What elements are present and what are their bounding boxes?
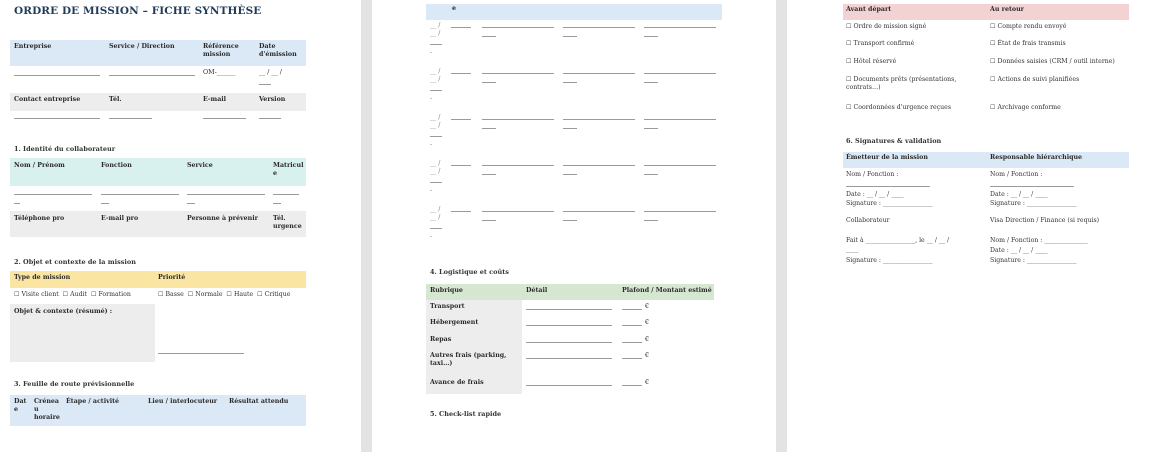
header-version: Version bbox=[259, 96, 286, 103]
section-2-title: 2. Objet et contexte de la mission bbox=[14, 258, 136, 266]
checklist-retour-4[interactable]: ☐ Actions de suivi planifiées bbox=[990, 76, 1080, 83]
roadmap-etape-field[interactable] bbox=[482, 27, 554, 28]
cost-detail-field[interactable] bbox=[526, 358, 612, 359]
header-telephone-pro: Téléphone pro bbox=[14, 215, 65, 222]
rubrique-hebergement: Hébergement bbox=[430, 319, 479, 326]
cost-amount-field[interactable] bbox=[622, 325, 642, 326]
responsable-signature[interactable]: Signature : ________________ bbox=[990, 200, 1077, 207]
rubrique-repas: Repas bbox=[430, 336, 452, 343]
visa-signature[interactable]: Signature : ________________ bbox=[990, 257, 1077, 264]
roadmap-resultat-cont[interactable] bbox=[644, 82, 658, 83]
field-email[interactable] bbox=[203, 118, 246, 119]
field-matricule-cont[interactable] bbox=[273, 203, 281, 204]
emetteur-signature[interactable]: Signature : ________________ bbox=[846, 200, 933, 207]
cost-detail-field[interactable] bbox=[526, 309, 612, 310]
checklist-retour-2[interactable]: ☐ État de frais transmis bbox=[990, 40, 1066, 47]
roadmap-lieu-field[interactable] bbox=[563, 165, 635, 166]
header-email: E-mail bbox=[203, 96, 227, 103]
visa-nom-fonction[interactable]: Nom / Fonction : ______________ bbox=[990, 237, 1088, 244]
roadmap-date-slash: __ / bbox=[430, 168, 441, 175]
currency-symbol: € bbox=[645, 379, 650, 386]
header-nom-prenom: Nom / Prénom bbox=[14, 162, 65, 169]
header-type-mission: Type de mission bbox=[14, 274, 71, 281]
roadmap-etape-cont[interactable] bbox=[482, 82, 496, 83]
roadmap-date-cont[interactable] bbox=[430, 228, 442, 229]
roadmap-creneau-field[interactable] bbox=[451, 73, 471, 74]
header-reference: Référence mission bbox=[203, 43, 239, 58]
header-fonction: Fonction bbox=[101, 162, 132, 169]
header-entreprise: Entreprise bbox=[14, 43, 52, 50]
roadmap-lieu-cont[interactable] bbox=[563, 174, 577, 175]
roadmap-date-slash: __ / bbox=[430, 214, 441, 221]
roadmap-resultat-cont[interactable] bbox=[644, 174, 658, 175]
table-header-continued bbox=[426, 4, 722, 20]
field-service-cont[interactable] bbox=[187, 203, 195, 204]
roadmap-etape-cont[interactable] bbox=[482, 128, 496, 129]
field-objet-contexte[interactable] bbox=[158, 353, 244, 354]
field-fonction-cont[interactable] bbox=[101, 203, 109, 204]
roadmap-date-cont[interactable] bbox=[430, 136, 442, 137]
cost-amount-field[interactable] bbox=[622, 309, 642, 310]
label-visa-direction: Visa Direction / Finance (si requis) bbox=[990, 217, 1100, 224]
section-3-title: 3. Feuille de route prévisionnelle bbox=[14, 380, 135, 388]
roadmap-resultat-field[interactable] bbox=[644, 211, 716, 212]
responsable-nom-fonction[interactable]: Nom / Fonction : bbox=[990, 171, 1043, 178]
roadmap-date-slash: __ / bbox=[430, 114, 441, 121]
checklist-avant-1[interactable]: ☐ Ordre de mission signé bbox=[846, 23, 927, 30]
rubrique-transport: Transport bbox=[430, 303, 465, 310]
roadmap-date-slash: __ / bbox=[430, 30, 441, 37]
header-creneau: Crénea u horaire bbox=[34, 398, 60, 421]
roadmap-creneau-field[interactable] bbox=[451, 211, 471, 212]
rubrique-avance: Avance de frais bbox=[430, 379, 484, 386]
roadmap-date-slash: __ / bbox=[430, 76, 441, 83]
roadmap-creneau-field[interactable] bbox=[451, 27, 471, 28]
cost-detail-field[interactable] bbox=[526, 342, 612, 343]
cost-amount-field[interactable] bbox=[622, 358, 642, 359]
emetteur-nom-fonction[interactable]: Nom / Fonction : bbox=[846, 171, 899, 178]
roadmap-resultat-cont[interactable] bbox=[644, 128, 658, 129]
roadmap-resultat-field[interactable] bbox=[644, 73, 716, 74]
roadmap-etape-field[interactable] bbox=[482, 165, 554, 166]
checklist-avant-2[interactable]: ☐ Transport confirmé bbox=[846, 40, 915, 47]
header-etape: Étape / activité bbox=[66, 398, 120, 405]
checklist-avant-5[interactable]: ☐ Coordonnées d'urgence reçues bbox=[846, 104, 951, 111]
field-date-emission[interactable]: __ / __ / bbox=[259, 69, 282, 76]
field-contact[interactable] bbox=[14, 118, 100, 119]
header-resultat: Résultat attendu bbox=[229, 398, 289, 405]
roadmap-resultat-field[interactable] bbox=[644, 27, 716, 28]
section-6-title: 6. Signatures & validation bbox=[846, 137, 942, 145]
page-1 bbox=[0, 0, 361, 452]
roadmap-lieu-field[interactable] bbox=[563, 211, 635, 212]
roadmap-lieu-cont[interactable] bbox=[563, 128, 577, 129]
currency-symbol: € bbox=[645, 352, 650, 359]
roadmap-resultat-cont[interactable] bbox=[644, 220, 658, 221]
emetteur-date[interactable]: Date : __ / __ / ____ bbox=[846, 191, 904, 198]
roadmap-lieu-cont[interactable] bbox=[563, 220, 577, 221]
checklist-retour-3[interactable]: ☐ Données saisies (CRM / outil interne) bbox=[990, 58, 1115, 65]
roadmap-date-slash: __ / bbox=[430, 22, 441, 29]
header-detail: Détail bbox=[526, 287, 548, 294]
roadmap-etape-cont[interactable] bbox=[482, 220, 496, 221]
type-mission-options[interactable]: ☐ Visite client ☐ Audit ☐ Formation bbox=[14, 291, 131, 298]
header-service-direction: Service / Direction bbox=[109, 43, 175, 50]
roadmap-creneau-field[interactable] bbox=[451, 119, 471, 120]
header-service: Service bbox=[187, 162, 213, 169]
header-au-retour: Au retour bbox=[990, 6, 1024, 13]
checklist-retour-5[interactable]: ☐ Archivage conforme bbox=[990, 104, 1061, 111]
cost-detail-field[interactable] bbox=[526, 385, 612, 386]
roadmap-row-marker: - bbox=[430, 233, 433, 240]
roadmap-date-cont[interactable] bbox=[430, 44, 442, 45]
roadmap-etape-cont[interactable] bbox=[482, 36, 496, 37]
header-matricule: Matricul e bbox=[273, 162, 304, 177]
roadmap-lieu-field[interactable] bbox=[563, 73, 635, 74]
field-nom[interactable] bbox=[14, 194, 92, 195]
roadmap-resultat-field[interactable] bbox=[644, 119, 716, 120]
objet-contexte-label: Objet & contexte (résumé) : bbox=[14, 308, 113, 315]
section-4-title: 4. Logistique et coûts bbox=[430, 268, 509, 276]
currency-symbol: € bbox=[645, 303, 650, 310]
header-lieu: Lieu / interlocuteur bbox=[148, 398, 218, 405]
roadmap-etape-field[interactable] bbox=[482, 73, 554, 74]
roadmap-lieu-field[interactable] bbox=[563, 27, 635, 28]
header-tel-urgence: Tél. urgence bbox=[273, 215, 302, 230]
field-service-collab[interactable] bbox=[187, 194, 265, 195]
cost-amount-field[interactable] bbox=[622, 342, 642, 343]
roadmap-resultat-cont[interactable] bbox=[644, 36, 658, 37]
header-rubrique: Rubrique bbox=[430, 287, 463, 294]
header-responsable: Responsable hiérarchique bbox=[990, 154, 1083, 161]
cost-detail-field[interactable] bbox=[526, 325, 612, 326]
collaborateur-fait-a-cont[interactable]: ____ bbox=[846, 246, 859, 253]
section-1-title: 1. Identité du collaborateur bbox=[14, 145, 116, 153]
rubrique-autres-frais: Autres frais (parking, taxi…) bbox=[430, 352, 507, 367]
currency-symbol: € bbox=[645, 336, 650, 343]
header-tel: Tél. bbox=[109, 96, 122, 103]
header-plafond: Plafond / Montant estimé bbox=[622, 287, 712, 294]
header-email-pro: E-mail pro bbox=[101, 215, 139, 222]
priorite-options[interactable]: ☐ Basse ☐ Normale ☐ Haute ☐ Critique bbox=[158, 291, 291, 298]
field-entreprise[interactable] bbox=[14, 75, 100, 76]
roadmap-row-marker: - bbox=[430, 95, 433, 102]
currency-symbol: € bbox=[645, 319, 650, 326]
header-contact-entreprise: Contact entreprise bbox=[14, 96, 81, 103]
page-3 bbox=[787, 0, 1154, 452]
header-priorite: Priorité bbox=[158, 274, 186, 281]
page-2 bbox=[372, 0, 776, 452]
header-continued-e: e bbox=[452, 5, 457, 12]
checklist-avant-4[interactable]: ☐ Documents prêts (présentations, contrats…) bbox=[846, 76, 957, 91]
field-reference[interactable]: OM-______ bbox=[203, 69, 236, 76]
field-service[interactable] bbox=[109, 75, 195, 76]
header-emetteur: Émetteur de la mission bbox=[846, 154, 928, 161]
collaborateur-signature[interactable]: Signature : ________________ bbox=[846, 257, 933, 264]
roadmap-lieu-cont[interactable] bbox=[563, 82, 577, 83]
responsable-date[interactable]: Date : __ / __ / ____ bbox=[990, 191, 1048, 198]
header-personne-prevenir: Personne à prévenir bbox=[187, 215, 258, 222]
header-date: Dat e bbox=[14, 398, 27, 413]
document-title: ORDRE DE MISSION – FICHE SYNTHÈSE bbox=[14, 5, 262, 17]
field-version[interactable] bbox=[259, 118, 281, 119]
roadmap-date-slash: __ / bbox=[430, 122, 441, 129]
checklist-retour-1[interactable]: ☐ Compte rendu envoyé bbox=[990, 23, 1067, 30]
label-collaborateur: Collaborateur bbox=[846, 217, 890, 224]
roadmap-etape-field[interactable] bbox=[482, 211, 554, 212]
header-date-emission: Date d'émission bbox=[259, 43, 297, 58]
section-5-title: 5. Check-list rapide bbox=[430, 410, 502, 418]
roadmap-date-slash: __ / bbox=[430, 160, 441, 167]
roadmap-row-marker: - bbox=[430, 141, 433, 148]
roadmap-lieu-field[interactable] bbox=[563, 119, 635, 120]
cost-amount-field[interactable] bbox=[622, 385, 642, 386]
roadmap-date-slash: __ / bbox=[430, 206, 441, 213]
visa-date[interactable]: Date : __ / __ / ____ bbox=[990, 247, 1048, 254]
field-matricule[interactable] bbox=[273, 194, 299, 195]
roadmap-resultat-field[interactable] bbox=[644, 165, 716, 166]
roadmap-etape-cont[interactable] bbox=[482, 174, 496, 175]
checklist-avant-3[interactable]: ☐ Hôtel réservé bbox=[846, 58, 897, 65]
roadmap-row-marker: - bbox=[430, 49, 433, 56]
roadmap-lieu-cont[interactable] bbox=[563, 36, 577, 37]
field-nom-cont[interactable] bbox=[14, 203, 20, 204]
roadmap-etape-field[interactable] bbox=[482, 119, 554, 120]
roadmap-creneau-field[interactable] bbox=[451, 165, 471, 166]
header-avant-depart: Avant départ bbox=[846, 6, 892, 13]
collaborateur-fait-a[interactable]: Fait à ________________, le __ / __ / bbox=[846, 237, 950, 244]
roadmap-row-marker: - bbox=[430, 187, 433, 194]
roadmap-date-slash: __ / bbox=[430, 68, 441, 75]
roadmap-date-cont[interactable] bbox=[430, 182, 442, 183]
field-date-year[interactable] bbox=[259, 84, 271, 85]
roadmap-date-cont[interactable] bbox=[430, 90, 442, 91]
field-tel[interactable] bbox=[109, 118, 152, 119]
emetteur-nom-line[interactable] bbox=[846, 186, 930, 187]
field-fonction[interactable] bbox=[101, 194, 179, 195]
responsable-nom-line[interactable] bbox=[990, 186, 1074, 187]
